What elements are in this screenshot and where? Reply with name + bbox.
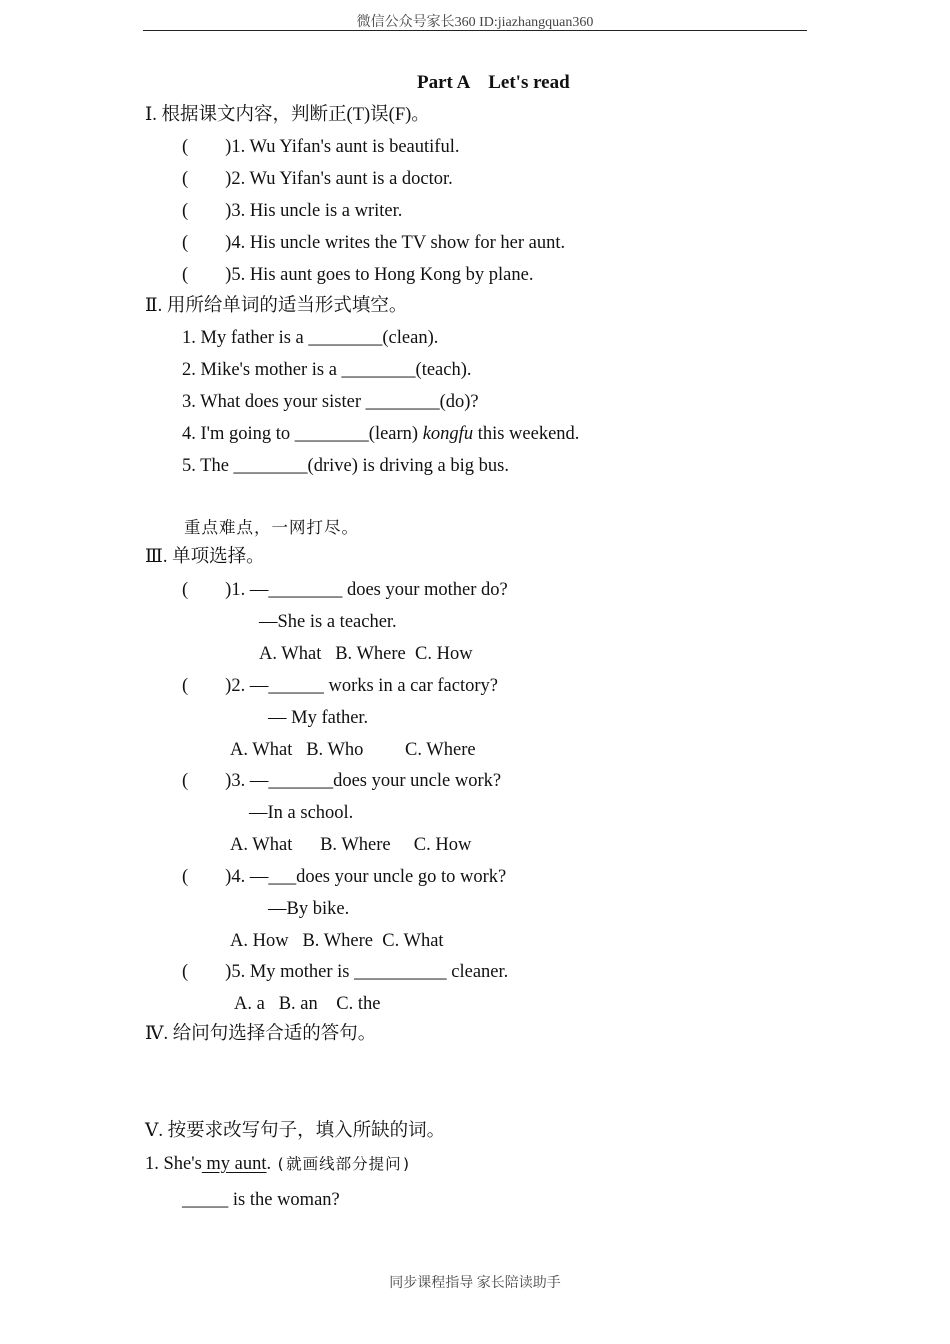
sec2-item-2: 2. Mike's mother is a ________(teach).: [182, 360, 472, 380]
sec3-q4-blank: ___: [268, 867, 297, 887]
sec3-q3-options: A. What B. Where C. How: [230, 835, 472, 855]
sec2-item-4-end: this weekend.: [473, 424, 580, 444]
page-header: 微信公众号家长360 ID:jiazhangquan360: [356, 15, 594, 30]
sec3-q2-answer: — My father.: [268, 708, 369, 728]
sec3-q5-text: cleaner.: [446, 962, 509, 982]
sec3-q3-answer: —In a school.: [249, 803, 354, 823]
sec3-q1-answer: —She is a teacher.: [259, 612, 397, 632]
sec3-q3-number: ( )3. —: [182, 771, 269, 791]
sec1-item-3: ( )3. His uncle is a writer.: [182, 201, 403, 221]
sec1-item-2: ( )2. Wu Yifan's aunt is a doctor.: [182, 169, 453, 189]
header-divider: [143, 30, 807, 31]
sec3-q4-options: A. How B. Where C. What: [230, 931, 444, 951]
section-4-heading: Ⅳ. 给问句选择合适的答句。: [145, 1024, 377, 1044]
sec3-q3-text: does your uncle work?: [333, 771, 502, 791]
sec3-question-4: [182, 865, 506, 889]
sec2-item-4: [182, 422, 579, 446]
sec3-question-5: [182, 960, 508, 984]
sec2-item-3: 3. What does your sister ________(do)?: [182, 392, 479, 412]
sec5-answer-line: [182, 1188, 340, 1212]
sec5-item-1: [145, 1152, 412, 1176]
section-3-heading: Ⅲ. 单项选择。: [145, 547, 265, 567]
sec5-item-1-end: .: [266, 1154, 276, 1174]
sec3-q5-blank: __________: [354, 962, 447, 982]
page-footer: 同步课程指导 家长陪读助手: [389, 1276, 561, 1291]
sec3-q2-number: ( )2. —: [182, 676, 269, 696]
sec1-item-4: ( )4. His uncle writes the TV show for her aunt.: [182, 233, 566, 253]
sec3-q2-text: works in a car factory?: [323, 676, 498, 696]
sec3-q2-options: A. What B. Who C. Where: [230, 740, 476, 760]
sec1-item-1: ( )1. Wu Yifan's aunt is beautiful.: [182, 137, 460, 157]
highlight-note: 重点难点，一网打尽。: [184, 518, 359, 537]
sec5-item-1-start: 1. She's: [145, 1154, 202, 1174]
sec5-item-1-underlined: my aunt: [201, 1154, 267, 1174]
section-1-heading: Ⅰ. 根据课文内容，判断正(T)误(F)。: [145, 105, 430, 125]
sec3-q1-options: A. What B. Where C. How: [259, 644, 473, 664]
sec3-q5-number: ( )5. My mother is: [182, 962, 355, 982]
sec1-item-5: ( )5. His aunt goes to Hong Kong by plane.: [182, 265, 534, 285]
sec5-answer-text: is the woman?: [228, 1190, 340, 1210]
page-title: Part A Let's read: [417, 72, 570, 93]
sec3-q2-blank: ______: [268, 676, 324, 696]
sec2-item-5: 5. The ________(drive) is driving a big bus.: [182, 456, 509, 476]
sec3-q1-number: ( )1. —: [182, 580, 269, 600]
sec3-q4-text: does your uncle go to work?: [296, 867, 507, 887]
sec2-item-1: 1. My father is a ________(clean).: [182, 328, 439, 348]
sec3-q4-answer: —By bike.: [268, 899, 350, 919]
sec3-q1-text: does your mother do?: [342, 580, 508, 600]
sec3-q5-options: A. a B. an C. the: [234, 994, 381, 1014]
sec5-item-1-instruction: (就画线部分提问): [275, 1155, 412, 1173]
sec2-item-4-italic-word: kongfu: [422, 424, 474, 444]
sec3-q4-number: ( )4. —: [182, 867, 269, 887]
section-5-heading: Ⅴ. 按要求改写句子，填入所缺的词。: [145, 1121, 446, 1141]
sec3-q3-blank: _______: [268, 771, 334, 791]
sec3-question-2: [182, 674, 498, 698]
section-2-heading: Ⅱ. 用所给单词的适当形式填空。: [145, 296, 408, 316]
sec3-question-3: [182, 769, 501, 793]
sec3-q1-blank: ________: [268, 580, 343, 600]
sec5-answer-blank: _____: [182, 1190, 229, 1210]
sec2-item-4-start: 4. I'm going to ________(learn): [182, 424, 423, 444]
sec3-question-1: [182, 578, 508, 602]
